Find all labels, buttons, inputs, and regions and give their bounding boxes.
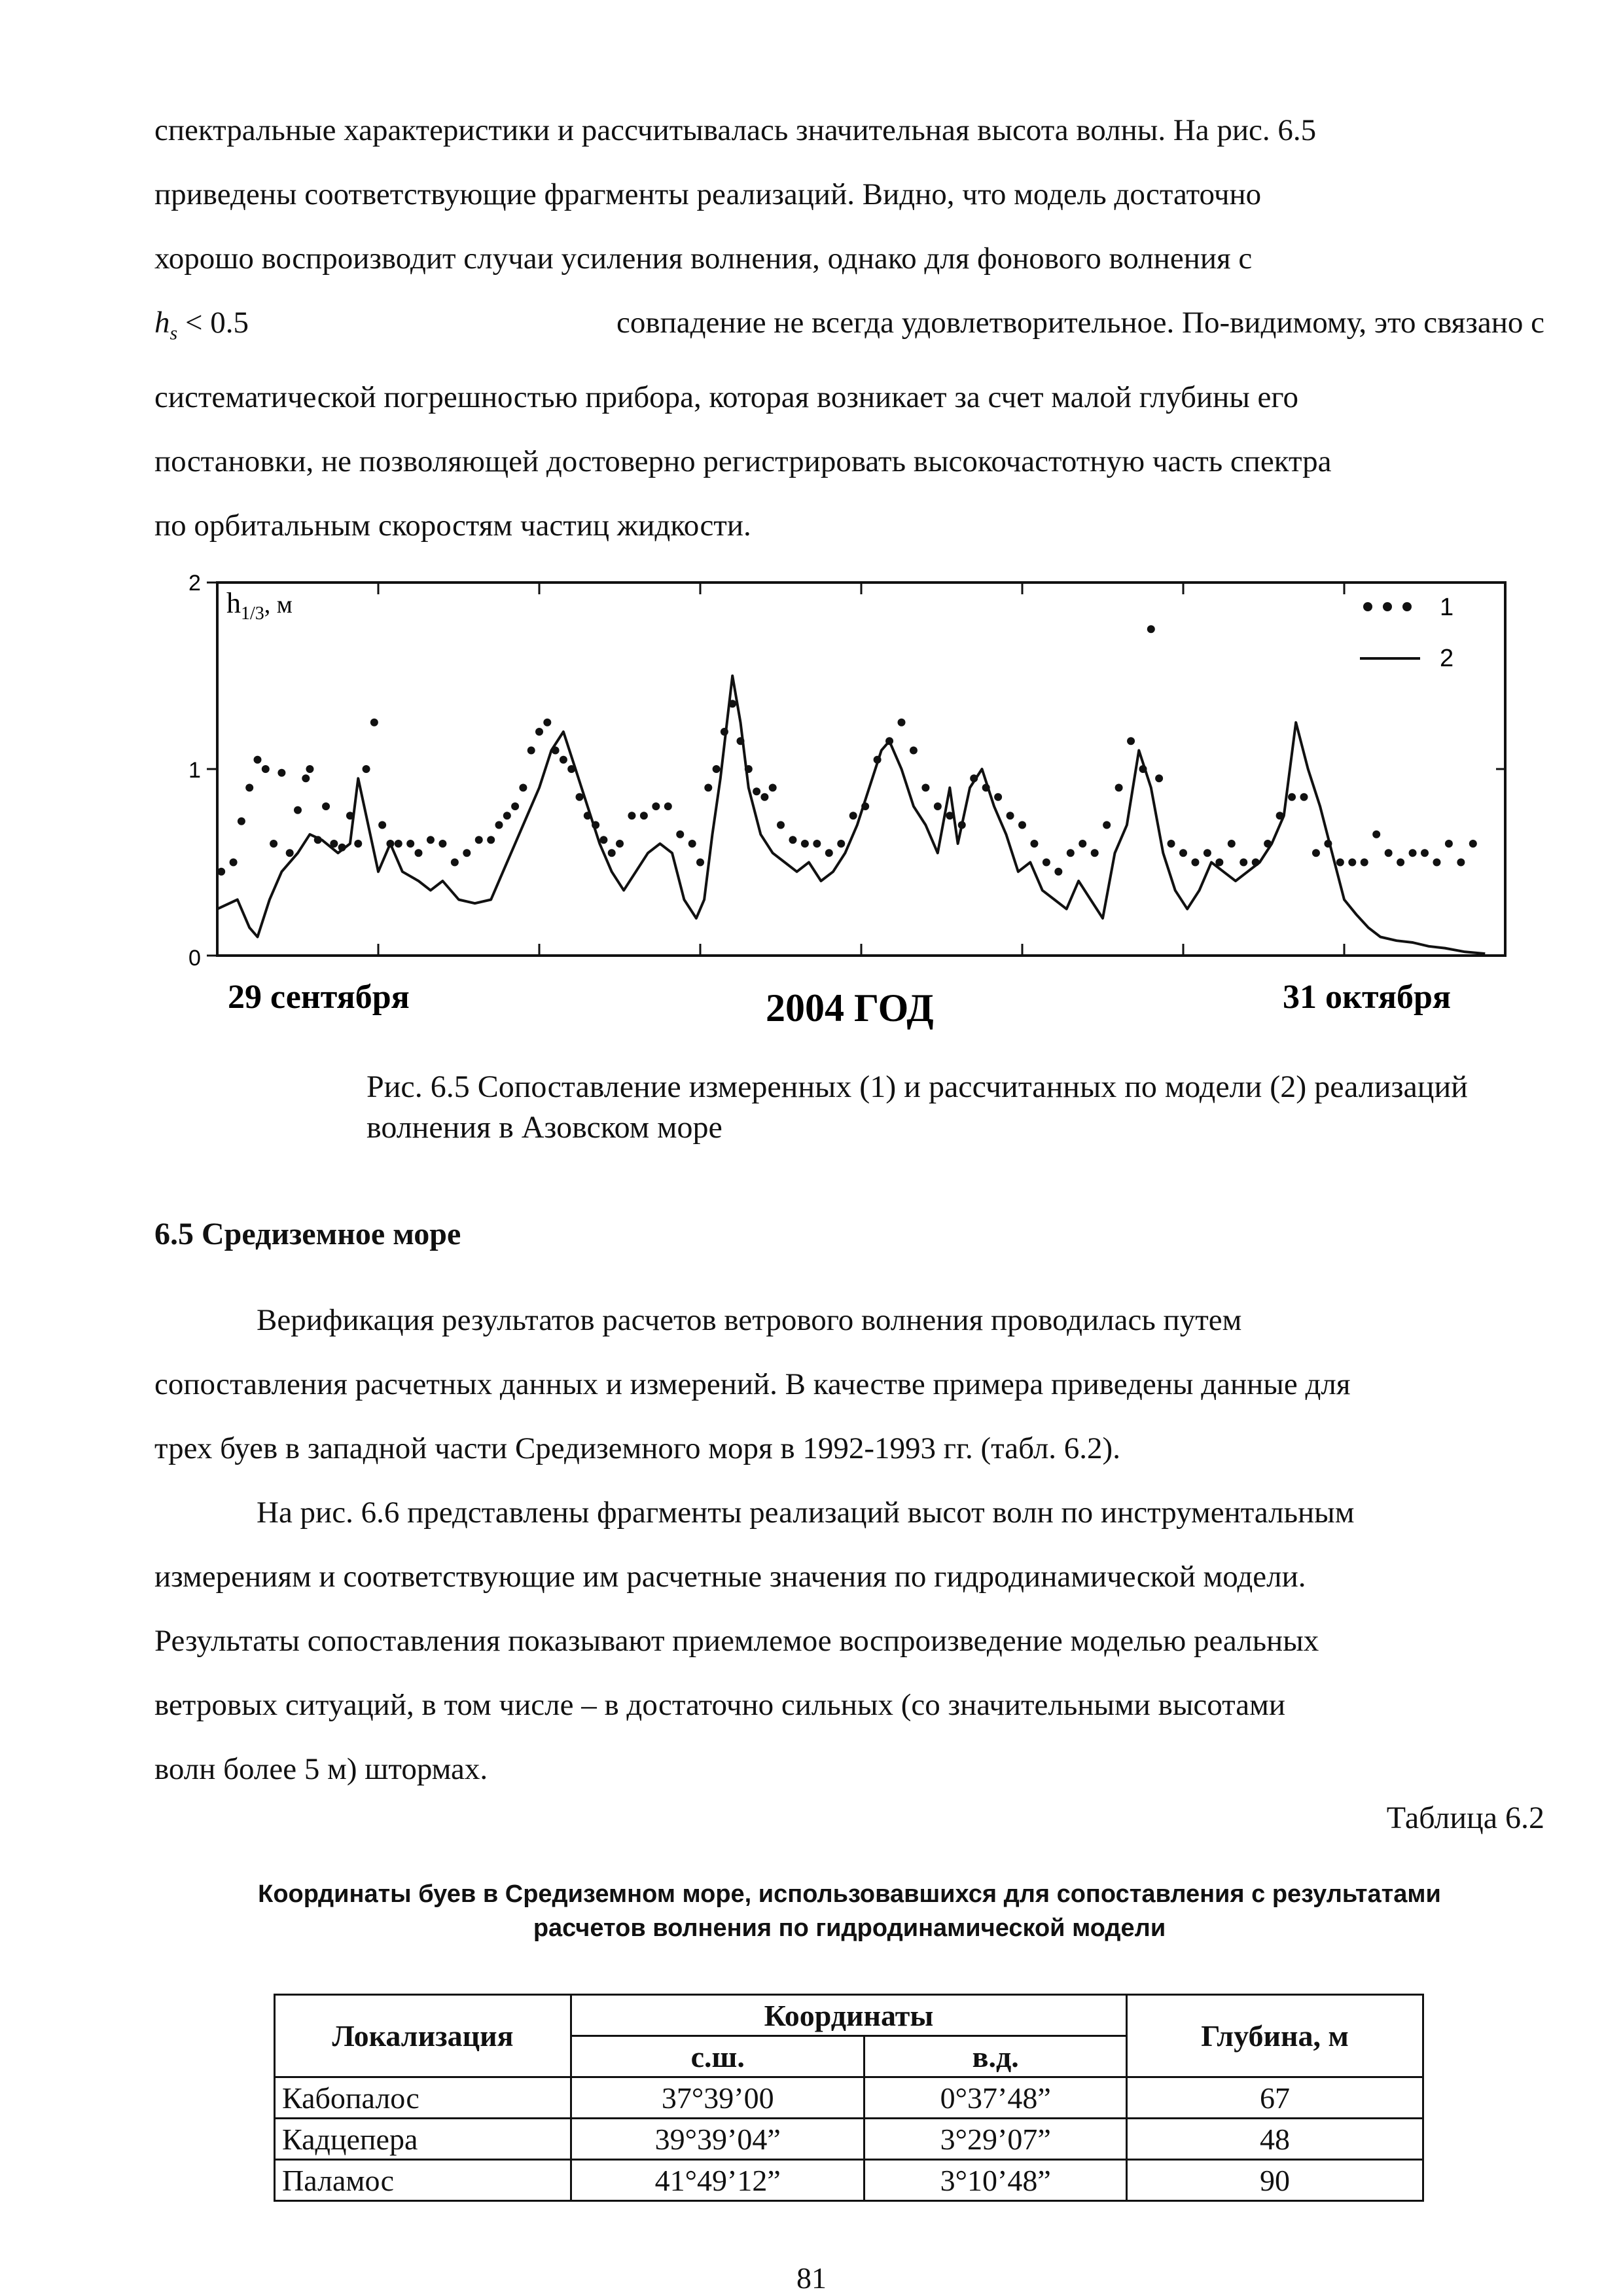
x-label-start-date: 29 сентября: [228, 978, 410, 1016]
paragraph-verification: [154, 1288, 1544, 1480]
table-title-line: расчетов волнения по гидродинамической модели: [533, 1914, 1166, 1942]
text-line: На рис. 6.6 представлены фрагменты реализаций высот волн по инструментальным: [257, 1496, 1355, 1530]
legend-dot-mark: [1383, 602, 1392, 611]
measured-point: [527, 747, 535, 755]
measured-point: [519, 784, 527, 792]
measured-point: [994, 793, 1002, 801]
measured-point: [1372, 831, 1380, 838]
table-row: [275, 2119, 1423, 2160]
measured-point: [898, 719, 906, 726]
text-line-with-formula: [154, 291, 1544, 365]
measured-point: [1433, 859, 1440, 867]
paragraph-results: [154, 1480, 1544, 1801]
cell-location: Кабопалос: [275, 2077, 571, 2119]
x-label-end-date: 31 октября: [1283, 978, 1452, 1016]
measured-point: [1204, 849, 1211, 857]
x-label-year: 2004 ГОД: [766, 986, 934, 1030]
measured-point: [576, 793, 584, 801]
measured-point: [1324, 840, 1332, 848]
measured-point: [652, 802, 660, 810]
measured-point: [837, 840, 845, 848]
measured-point: [628, 812, 635, 819]
cell-location: Паламос: [275, 2160, 571, 2201]
measured-point: [599, 836, 607, 844]
measured-point: [314, 836, 322, 844]
y-axis-label-unit: , м: [264, 591, 293, 619]
measured-point: [728, 700, 736, 708]
measured-point: [1397, 859, 1404, 867]
measured-point: [1336, 859, 1344, 867]
table-row: [275, 2077, 1423, 2119]
measured-point: [1067, 849, 1075, 857]
cell-depth: 67: [1127, 2077, 1423, 2119]
cell-depth: 90: [1127, 2160, 1423, 2201]
measured-point: [1215, 859, 1223, 867]
measured-point: [849, 812, 857, 819]
formula-relation: < 0.5: [177, 306, 249, 340]
text-line: приведены соответствующие фрагменты реализаций. Видно, что модель достаточно: [154, 177, 1262, 211]
measured-point: [801, 840, 809, 848]
measured-point: [970, 774, 978, 782]
cell-longitude: 0°37’48”: [865, 2077, 1127, 2119]
measured-point: [713, 765, 721, 773]
measured-point: [1361, 859, 1368, 867]
measured-point: [1469, 840, 1477, 848]
measured-point: [427, 836, 435, 844]
measured-point: [306, 765, 313, 773]
measured-point: [753, 787, 760, 795]
measured-point: [704, 784, 712, 792]
measured-point: [378, 821, 386, 829]
text-line: сопоставления расчетных данных и измерений. В качестве примера приведены данные для: [154, 1367, 1351, 1401]
table-title: [154, 1877, 1544, 1945]
measured-point: [1276, 812, 1284, 819]
plot-border: [217, 583, 1505, 956]
y-tick-label: 2: [188, 571, 201, 596]
measured-point: [1115, 784, 1123, 792]
header-depth: Глубина, м: [1127, 1995, 1423, 2077]
inline-formula: [154, 291, 249, 365]
cell-latitude: 39°39’04”: [571, 2119, 865, 2160]
measured-point: [1007, 812, 1014, 819]
measured-point: [721, 728, 728, 736]
measured-point: [1155, 774, 1163, 782]
page-number: 81: [796, 2261, 827, 2295]
plot-frame: [217, 583, 1505, 956]
header-longitude: в.д.: [865, 2036, 1127, 2077]
measured-point: [825, 849, 833, 857]
text-line-content: Верификация результатов расчетов ветрового волнения проводилась путем: [257, 1303, 1242, 1337]
y-axis-label-main: h: [226, 587, 241, 619]
measured-point: [217, 868, 225, 876]
measured-point: [451, 859, 459, 867]
measured-point: [861, 802, 869, 810]
measured-point: [1179, 849, 1187, 857]
measured-point: [592, 821, 599, 829]
measured-point: [363, 765, 370, 773]
measured-point: [503, 812, 511, 819]
measured-point: [789, 836, 796, 844]
y-axis-label: [226, 587, 293, 624]
formula-symbol: h: [154, 306, 170, 340]
measured-point: [813, 840, 821, 848]
measured-point: [1457, 859, 1465, 867]
measured-point: [277, 769, 285, 777]
measured-point: [338, 844, 346, 852]
caption-line: Рис. 6.5 Сопоставление измеренных (1) и рассчитанных по модели (2) реализаций: [366, 1069, 1468, 1104]
measured-point: [354, 840, 362, 848]
measured-point: [1103, 821, 1111, 829]
text-line: систематической погрешностью прибора, которая возникает за счет малой глубины его: [154, 380, 1299, 415]
measured-point: [769, 784, 777, 792]
measured-point: [1312, 849, 1320, 857]
measured-point: [495, 821, 503, 829]
text-line: [154, 98, 1544, 162]
measured-point: [934, 802, 942, 810]
measured-point: [1091, 849, 1099, 857]
text-line: волн более 5 м) штормах.: [154, 1752, 488, 1786]
y-tick-label: 1: [188, 758, 201, 783]
header-location: Локализация: [275, 1995, 571, 2077]
series-dots-measured: [217, 625, 1477, 876]
legend-label-model: 2: [1440, 645, 1454, 672]
measured-point: [777, 821, 785, 829]
cell-location: Кадцепера: [275, 2119, 571, 2160]
measured-point: [262, 765, 270, 773]
section-heading: 6.5 Средиземное море: [154, 1217, 461, 1251]
measured-point: [552, 747, 560, 755]
measured-point: [1409, 849, 1417, 857]
measured-point: [640, 812, 648, 819]
measured-point: [688, 840, 696, 848]
formula-subscript: s: [169, 322, 178, 344]
legend-dot-mark: [1402, 602, 1412, 611]
measured-point: [370, 719, 378, 726]
table-label: Таблица 6.2: [1386, 1801, 1544, 1835]
measured-point: [302, 774, 310, 782]
measured-point: [567, 765, 575, 773]
measured-point: [910, 747, 918, 755]
measured-point: [463, 849, 471, 857]
measured-point: [874, 756, 882, 764]
measured-point: [330, 840, 338, 848]
text-line-content: совпадение не всегда удовлетворительное. По-видимому, это связано с: [616, 306, 1544, 340]
measured-point: [475, 836, 483, 844]
measured-point: [1030, 840, 1038, 848]
measured-point: [946, 812, 954, 819]
measured-point: [1288, 793, 1296, 801]
measured-point: [1127, 737, 1135, 745]
text-line: ветровых ситуаций, в том числе – в достаточно сильных (со значительными высотами: [154, 1688, 1286, 1722]
measured-point: [885, 737, 893, 745]
cell-longitude: 3°10’48”: [865, 2160, 1127, 2201]
measured-point: [415, 849, 423, 857]
measured-point: [1348, 859, 1356, 867]
measured-point: [487, 836, 495, 844]
measured-point: [584, 812, 592, 819]
measured-point: [760, 793, 768, 801]
measured-point: [676, 831, 684, 838]
measured-point: [1191, 859, 1199, 867]
text-line-content: спектральные характеристики и рассчитывалась значительная высота волны. На рис. 6.5: [154, 113, 1317, 147]
measured-point: [1240, 859, 1247, 867]
y-tick-label: 0: [188, 946, 201, 971]
measured-point: [1139, 765, 1147, 773]
measured-point: [322, 802, 330, 810]
text-line: трех буев в западной части Средиземного моря в 1992-1993 гг. (табл. 6.2).: [154, 1431, 1120, 1465]
measured-point: [406, 840, 414, 848]
measured-point: [696, 859, 704, 867]
cell-depth: 48: [1127, 2119, 1423, 2160]
text-line: хорошо воспроизводит случаи усиления волнения, однако для фонового волнения с: [154, 242, 1253, 276]
table-row: [275, 2160, 1423, 2201]
measured-point: [737, 737, 745, 745]
measured-point: [346, 812, 354, 819]
measured-point: [1264, 840, 1272, 848]
measured-point: [238, 817, 245, 825]
measured-point: [1421, 849, 1429, 857]
text-line: Результаты сопоставления показывают приемлемое воспроизведение моделью реальных: [154, 1624, 1319, 1658]
measured-point: [254, 756, 262, 764]
measured-point: [1385, 849, 1393, 857]
text-line: измерениям и соответствующие им расчетные значения по гидродинамической модели.: [154, 1560, 1306, 1594]
cell-longitude: 3°29’07”: [865, 2119, 1127, 2160]
measured-point: [560, 756, 567, 764]
y-axis-label-sub: 1/3: [241, 603, 264, 624]
measured-point: [1168, 840, 1175, 848]
measured-point: [1228, 840, 1236, 848]
measured-point: [982, 784, 990, 792]
measured-point: [535, 728, 543, 736]
measured-point: [958, 821, 966, 829]
table-title-line: Координаты буев в Средиземном море, использовавшихся для сопоставления с результатами: [258, 1880, 1441, 1908]
measured-point: [386, 840, 394, 848]
legend: [1360, 602, 1420, 658]
wave-height-chart: [157, 563, 1518, 1047]
text-line: постановки, не позволяющей достоверно регистрировать высокочастотную часть спектра: [154, 444, 1332, 479]
measured-point: [1300, 793, 1308, 801]
paragraph-spectral-characteristics: [154, 98, 1544, 558]
measured-point: [608, 849, 616, 857]
measured-point: [270, 840, 277, 848]
legend-dot-mark: [1363, 602, 1372, 611]
measured-point: [1252, 859, 1260, 867]
text-line: по орбитальным скоростям частиц жидкости.: [154, 509, 751, 543]
measured-point: [1445, 840, 1453, 848]
measured-point: [921, 784, 929, 792]
chart-labels: [188, 571, 1454, 1030]
table-header-row: [275, 1995, 1423, 2036]
measured-point: [616, 840, 624, 848]
measured-point: [294, 806, 302, 814]
measured-point: [1147, 625, 1155, 633]
legend-label-measured: 1: [1440, 594, 1454, 621]
measured-point: [438, 840, 446, 848]
measured-point: [1079, 840, 1086, 848]
buoy-coordinates-table: [274, 1994, 1424, 2202]
measured-point: [664, 802, 672, 810]
measured-point: [745, 765, 753, 773]
measured-point: [1054, 868, 1062, 876]
measured-point: [395, 840, 402, 848]
figure-caption: [366, 1067, 1479, 1148]
measured-point: [230, 859, 238, 867]
measured-point: [245, 784, 253, 792]
measured-point: [543, 719, 551, 726]
measured-point: [1043, 859, 1050, 867]
measured-point: [1018, 821, 1026, 829]
measured-point: [511, 802, 519, 810]
measured-point: [286, 849, 294, 857]
cell-latitude: 41°49’12”: [571, 2160, 865, 2201]
axis-ticks: [207, 583, 1505, 956]
text-line: [154, 1288, 1544, 1352]
header-coordinates: Координаты: [571, 1995, 1127, 2036]
caption-line: волнения в Азовском море: [366, 1110, 722, 1145]
cell-latitude: 37°39’00: [571, 2077, 865, 2119]
header-latitude: с.ш.: [571, 2036, 865, 2077]
